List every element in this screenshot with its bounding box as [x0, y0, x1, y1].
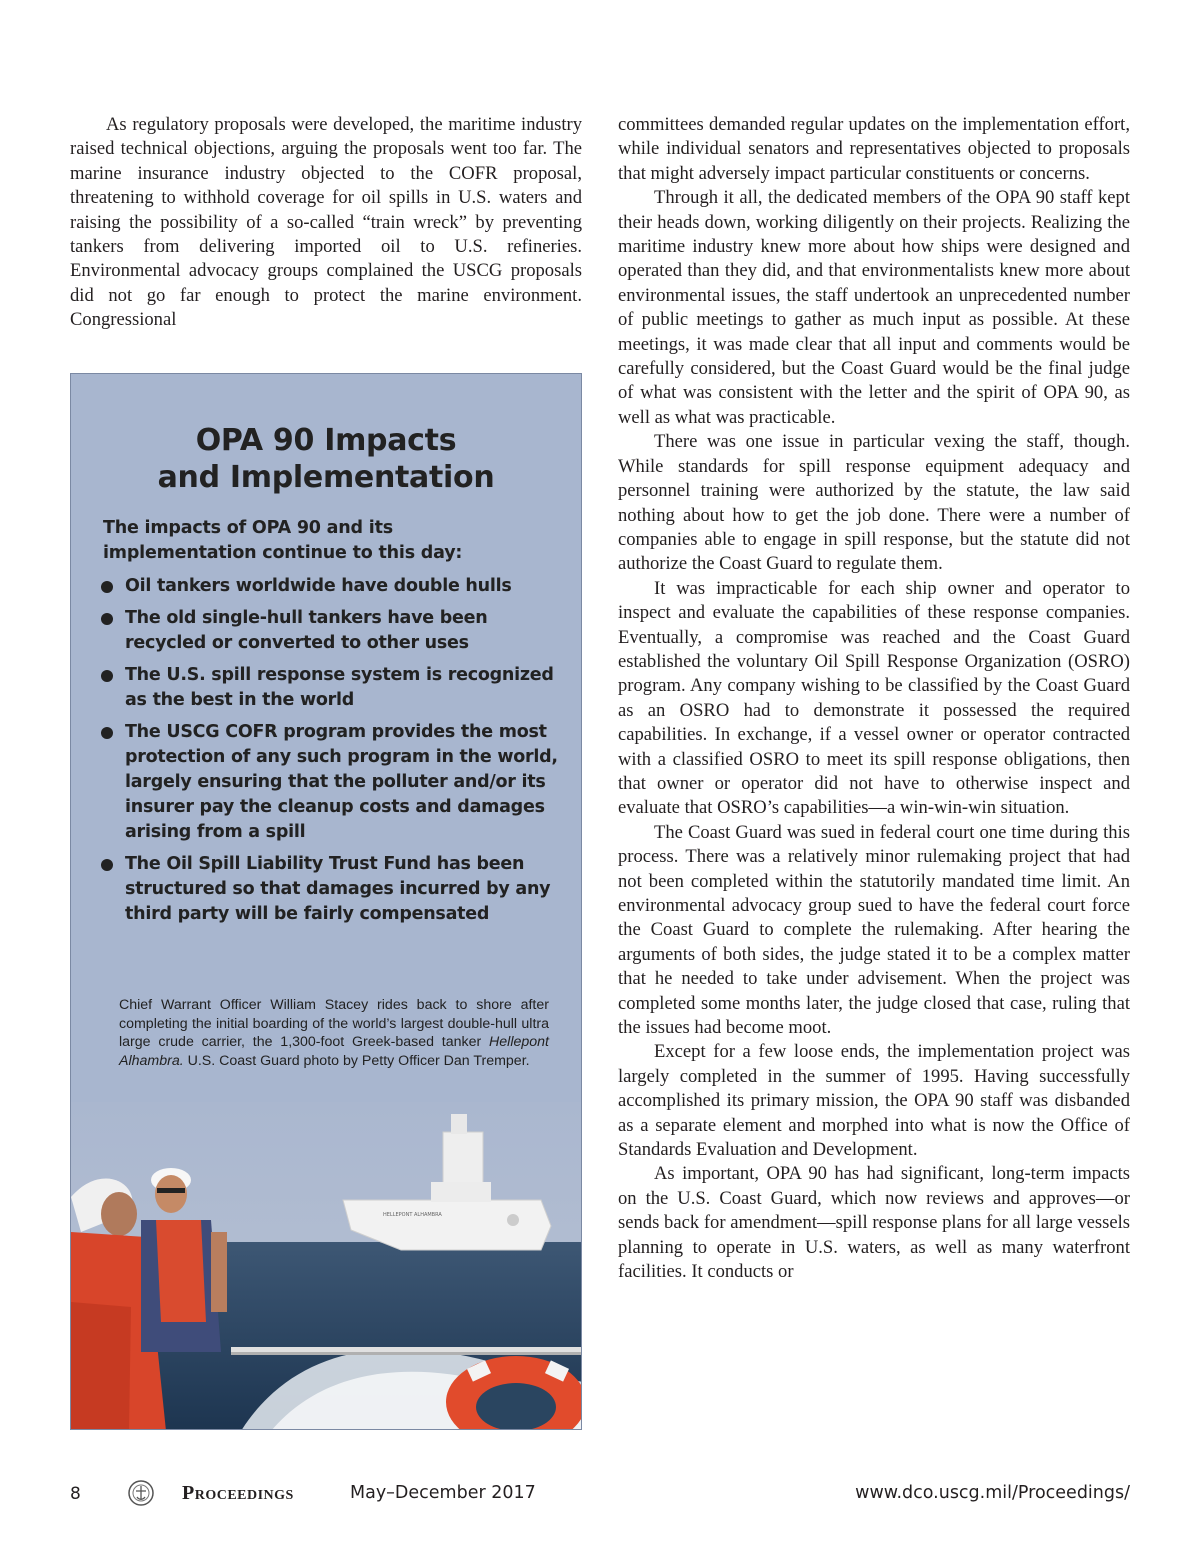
right-paragraph-1: committees demanded regular updates on the implementation effort, while individual senators and representatives objected to proposals that might adversely impact particular constituents or concerns. [618, 114, 1130, 184]
right-paragraph-3: There was one issue in particular vexing the staff, though. While standards for spill response equipment adequacy and personnel training were authorized by the statute, the law said nothing about how to get the job done. There were a number of companies able to engage in spill response, but the statute did not authorize the Coast Guard to regulate them. [618, 431, 1130, 575]
caption-vessel-name: Hellepont Alhambra. [119, 1034, 549, 1069]
list-item [101, 852, 563, 927]
uscg-seal-icon [128, 1480, 154, 1506]
sidebar-title-line-1: OPA 90 Impacts [195, 423, 457, 458]
list-item-text: The old single-hull tankers have been recycled or converted to other uses [125, 608, 488, 653]
bullet-icon [101, 670, 113, 682]
publication-name: Proceedings [182, 1482, 294, 1504]
publication-url[interactable]: www.dco.uscg.mil/Proceedings/ [855, 1483, 1130, 1503]
list-item [101, 663, 563, 713]
tanker-photo [71, 1102, 582, 1430]
page-footer [70, 1480, 1130, 1510]
right-column [618, 113, 1130, 1285]
right-paragraph-6: Except for a few loose ends, the implementation project was largely completed in the summer of 1995. Having successfully accomplished its primary mission, the OPA 90 staff was disbanded as a separate element and morphed into what is now the Office of Standards Evaluation and Development. [618, 1041, 1130, 1161]
list-item-text: The USCG COFR program provides the most protection of any such program in the world, largely ensuring that the polluter and/or its insurer pay the cleanup costs and damages arising from a spill [125, 722, 558, 842]
list-item [101, 720, 563, 845]
page-number: 8 [70, 1484, 81, 1504]
right-paragraph-2: Through it all, the dedicated members of the OPA 90 staff kept their heads down, working diligently on their projects. Realizing the maritime industry knew more about how ships were designed and operated than they did, and that environmentalists knew more about environmental issues, the staff undertook an unprecedented number of public meetings to gather as much input as possible. At these meetings, it was made clear that all input and comments would be carefully considered, but the Coast Guard would be the final judge of what was consistent with the letter and the spirit of OPA 90, as well as what was practicable. [618, 187, 1130, 428]
list-item [101, 574, 563, 599]
left-paragraph-1: As regulatory proposals were developed, the maritime industry raised technical objections, arguing the proposals went too far. The marine insurance industry objected to the COFR proposal, threatening to withhold coverage for oil spills in U.S. waters and raising the possibility of a so-called “train wreck” by preventing tankers from delivering imported oil to U.S. refineries. Environmental advocacy groups complained the USCG proposals did not go far enough to protect the marine environment. Congressional [70, 114, 582, 331]
left-column [70, 113, 582, 333]
right-paragraph-5: The Coast Guard was sued in federal court one time during this process. There was a relatively minor rulemaking project that had not been completed within the statutorily mandated time limit. An environmental advocacy group sued to have the federal court force the Coast Guard to complete the rulemaking. After hearing the arguments of both sides, the judge stated it to be a complex matter that he needed to take under advisement. When the project was completed some months later, the judge closed that case, ruling that the issues had become moot. [618, 821, 1130, 1039]
sidebar-title-line-2: and Implementation [157, 460, 495, 495]
photo-caption [119, 996, 549, 1070]
bullet-icon [101, 859, 113, 871]
bullet-icon [101, 581, 113, 593]
sidebar-title [71, 422, 581, 496]
right-paragraph-7: As important, OPA 90 has had significant, long-term impacts on the U.S. Coast Guard, which now reviews and approves—or sends back for amendment—spill response plans for all large vessels planning to operate in U.S. waters, as well as many waterfront facilities. It conducts or [618, 1163, 1130, 1283]
hull-name: HELLEPONT ALHAMBRA [383, 1212, 442, 1218]
publication-date: May–December 2017 [350, 1483, 536, 1503]
bullet-icon [101, 613, 113, 625]
caption-text-2: U.S. Coast Guard photo by Petty Officer Dan Tremper. [183, 1052, 530, 1069]
list-item-text: The Oil Spill Liability Trust Fund has been structured so that damages incurred by any third party will be fairly compensated [125, 854, 551, 924]
sidebar-intro: The impacts of OPA 90 and its implementation continue to this day: [103, 518, 463, 563]
list-item [101, 606, 563, 656]
caption-text-1: Chief Warrant Officer William Stacey rides back to shore after completing the initial boarding of the world’s largest double-hull ultra large crude carrier, the 1,300-foot Greek-based tanker [119, 997, 549, 1050]
sidebar-box [70, 373, 582, 1430]
sidebar-bullet-list [101, 574, 563, 934]
right-paragraph-4: It was impracticable for each ship owner and operator to inspect and evaluate the capabilities of these response companies. Eventually, a compromise was reached and the Coast Guard established the voluntary Oil Spill Response Organization (OSRO) program. Any company wishing to be classified by the Coast Guard as an OSRO had to demonstrate it possessed the required capabilities. In exchange, if a vessel owner or operator contracted with a classified OSRO to meet its spill response obligations, then that owner or operator did not have to otherwise inspect and evaluate that OSRO’s capabilities—a win-win-win situation. [618, 577, 1130, 819]
bullet-icon [101, 727, 113, 739]
list-item-text: Oil tankers worldwide have double hulls [125, 576, 512, 596]
list-item-text: The U.S. spill response system is recognized as the best in the world [125, 665, 554, 710]
